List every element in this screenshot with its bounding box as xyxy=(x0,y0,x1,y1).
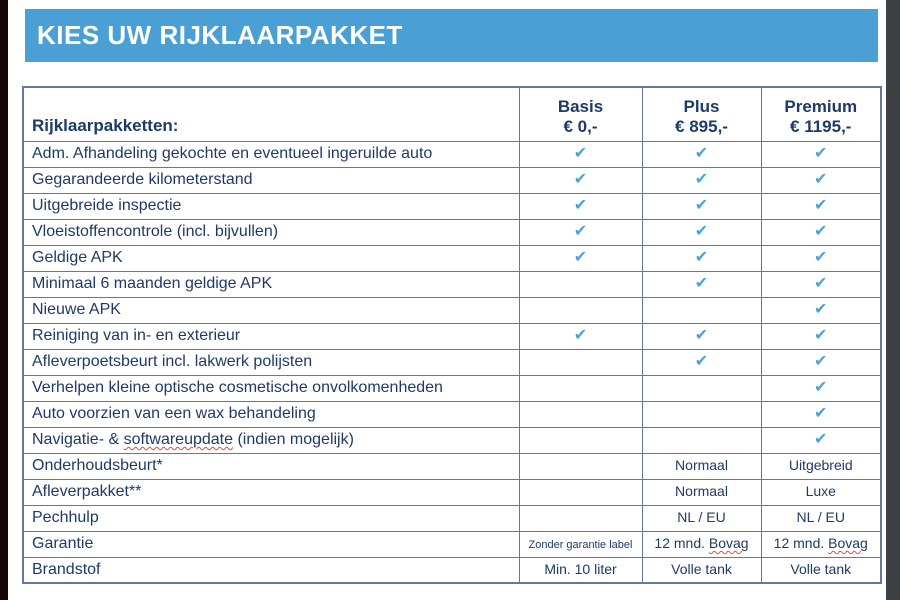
checkmark-icon: ✔ xyxy=(694,273,709,293)
value-cell: NL / EU xyxy=(642,505,761,531)
package-price: € 0,- xyxy=(563,117,598,137)
included-cell xyxy=(761,349,881,375)
table-row xyxy=(23,245,881,271)
checkmark-icon: ✔ xyxy=(694,221,709,241)
feature-label: Auto voorzien van een wax behandeling xyxy=(23,401,519,427)
table-row xyxy=(23,557,881,583)
feature-label: Gegarandeerde kilometerstand xyxy=(23,167,519,193)
table-row xyxy=(23,271,881,297)
checkmark-icon: ✔ xyxy=(814,195,828,215)
checkmark-icon: ✔ xyxy=(814,325,828,345)
included-cell xyxy=(761,219,881,245)
included-cell xyxy=(519,167,642,193)
value-cell: Normaal xyxy=(642,479,761,505)
checkmark-icon: ✔ xyxy=(694,169,709,189)
empty-cell xyxy=(519,479,642,505)
value-cell: Uitgebreid xyxy=(761,453,881,479)
included-cell xyxy=(642,349,761,375)
feature-label: Brandstof xyxy=(23,557,519,583)
empty-cell xyxy=(642,375,761,401)
package-price: € 1195,- xyxy=(790,117,852,137)
empty-cell xyxy=(519,505,642,531)
checkmark-icon: ✔ xyxy=(814,273,828,293)
included-cell xyxy=(642,219,761,245)
checkmark-icon: ✔ xyxy=(573,325,588,345)
feature-label: Geldige APK xyxy=(23,245,519,271)
checkmark-icon: ✔ xyxy=(814,403,828,423)
included-cell xyxy=(642,323,761,349)
included-cell xyxy=(761,401,881,427)
table-row xyxy=(23,505,881,531)
included-cell xyxy=(642,193,761,219)
checkmark-icon: ✔ xyxy=(814,429,828,449)
table-row xyxy=(23,167,881,193)
value-cell: Normaal xyxy=(642,453,761,479)
value-cell xyxy=(519,531,642,557)
checkmark-icon: ✔ xyxy=(814,169,828,189)
checkmark-icon: ✔ xyxy=(814,351,828,371)
empty-cell xyxy=(519,401,642,427)
checkmark-icon: ✔ xyxy=(814,221,828,241)
included-cell xyxy=(642,245,761,271)
included-cell xyxy=(519,141,642,167)
feature-label: Navigatie- & softwareupdate (indien mogelijk) xyxy=(23,427,519,453)
feature-label: Reiniging van in- en exterieur xyxy=(23,323,519,349)
value-text: 12 mnd. Bovag xyxy=(773,535,868,552)
spellcheck-underline: Bovag xyxy=(828,535,868,552)
checkmark-icon: ✔ xyxy=(814,247,828,267)
spellcheck-underline: softwareupdate xyxy=(123,430,233,448)
checkmark-icon: ✔ xyxy=(694,247,709,267)
checkmark-icon: ✔ xyxy=(694,195,709,215)
included-cell xyxy=(761,323,881,349)
included-cell xyxy=(761,427,881,453)
empty-cell xyxy=(519,297,642,323)
table-row xyxy=(23,427,881,453)
checkmark-icon: ✔ xyxy=(814,143,828,163)
empty-cell xyxy=(642,401,761,427)
included-cell xyxy=(642,271,761,297)
checkmark-icon: ✔ xyxy=(573,247,588,267)
included-cell xyxy=(761,375,881,401)
feature-label: Afleverpakket** xyxy=(23,479,519,505)
package-name: Basis xyxy=(557,96,604,116)
value-text: Zonder garantie label xyxy=(528,538,633,551)
feature-label: Vloeistoffencontrole (incl. bijvullen) xyxy=(23,219,519,245)
value-cell: Luxe xyxy=(761,479,881,505)
included-cell xyxy=(642,141,761,167)
checkmark-icon: ✔ xyxy=(573,221,588,241)
page-right-edge-strip xyxy=(886,0,900,600)
table-row xyxy=(23,219,881,245)
table-row xyxy=(23,297,881,323)
included-cell xyxy=(642,167,761,193)
table-row xyxy=(23,453,881,479)
value-cell xyxy=(761,531,881,557)
value-cell: Min. 10 liter xyxy=(519,557,642,583)
feature-label: Garantie xyxy=(23,531,519,557)
table-row xyxy=(23,323,881,349)
feature-label: Afleverpoetsbeurt incl. lakwerk polijsten xyxy=(23,349,519,375)
column-header-plus xyxy=(642,87,761,141)
feature-label: Verhelpen kleine optische cosmetische onvolkomenheden xyxy=(23,375,519,401)
feature-label: Onderhoudsbeurt* xyxy=(23,453,519,479)
included-cell xyxy=(519,245,642,271)
page-title: KIES UW RIJKLAARPAKKET xyxy=(37,20,403,50)
checkmark-icon: ✔ xyxy=(573,169,588,189)
feature-label: Adm. Afhandeling gekochte en eventueel ingeruilde auto xyxy=(23,141,519,167)
package-price: € 895,- xyxy=(675,117,728,137)
empty-cell xyxy=(519,375,642,401)
included-cell xyxy=(519,219,642,245)
included-cell xyxy=(761,271,881,297)
value-cell: Volle tank xyxy=(642,557,761,583)
column-header-premium xyxy=(761,87,881,141)
column-header-basis xyxy=(519,87,642,141)
package-name: Premium xyxy=(784,96,858,116)
checkmark-icon: ✔ xyxy=(694,351,709,371)
value-cell xyxy=(642,531,761,557)
checkmark-icon: ✔ xyxy=(573,143,588,163)
feature-label: Uitgebreide inspectie xyxy=(23,193,519,219)
included-cell xyxy=(761,297,881,323)
table-row xyxy=(23,531,881,557)
empty-cell xyxy=(642,427,761,453)
page-left-edge-strip xyxy=(0,0,8,600)
table-row xyxy=(23,375,881,401)
empty-cell xyxy=(642,297,761,323)
checkmark-icon: ✔ xyxy=(694,325,709,345)
included-cell xyxy=(761,245,881,271)
feature-label: Nieuwe APK xyxy=(23,297,519,323)
table-header-row xyxy=(23,87,881,141)
feature-label: Minimaal 6 maanden geldige APK xyxy=(23,271,519,297)
included-cell xyxy=(519,193,642,219)
package-comparison-table xyxy=(22,86,882,584)
feature-label: Pechhulp xyxy=(23,505,519,531)
value-cell: Volle tank xyxy=(761,557,881,583)
empty-cell xyxy=(519,271,642,297)
empty-cell xyxy=(519,453,642,479)
included-cell xyxy=(761,141,881,167)
package-name: Plus xyxy=(683,96,720,116)
column-header-features: Rijklaarpakketten: xyxy=(23,87,519,141)
table-row xyxy=(23,193,881,219)
empty-cell xyxy=(519,427,642,453)
checkmark-icon: ✔ xyxy=(694,143,709,163)
checkmark-icon: ✔ xyxy=(814,299,828,319)
included-cell xyxy=(761,167,881,193)
value-cell: NL / EU xyxy=(761,505,881,531)
table-row xyxy=(23,479,881,505)
section-title-bar xyxy=(25,9,878,62)
included-cell xyxy=(519,323,642,349)
checkmark-icon: ✔ xyxy=(573,195,588,215)
spellcheck-underline: Bovag xyxy=(708,535,749,552)
empty-cell xyxy=(519,349,642,375)
value-text: 12 mnd. Bovag xyxy=(654,535,749,552)
included-cell xyxy=(761,193,881,219)
checkmark-icon: ✔ xyxy=(814,377,828,397)
table-row xyxy=(23,401,881,427)
table-row xyxy=(23,349,881,375)
table-row xyxy=(23,141,881,167)
